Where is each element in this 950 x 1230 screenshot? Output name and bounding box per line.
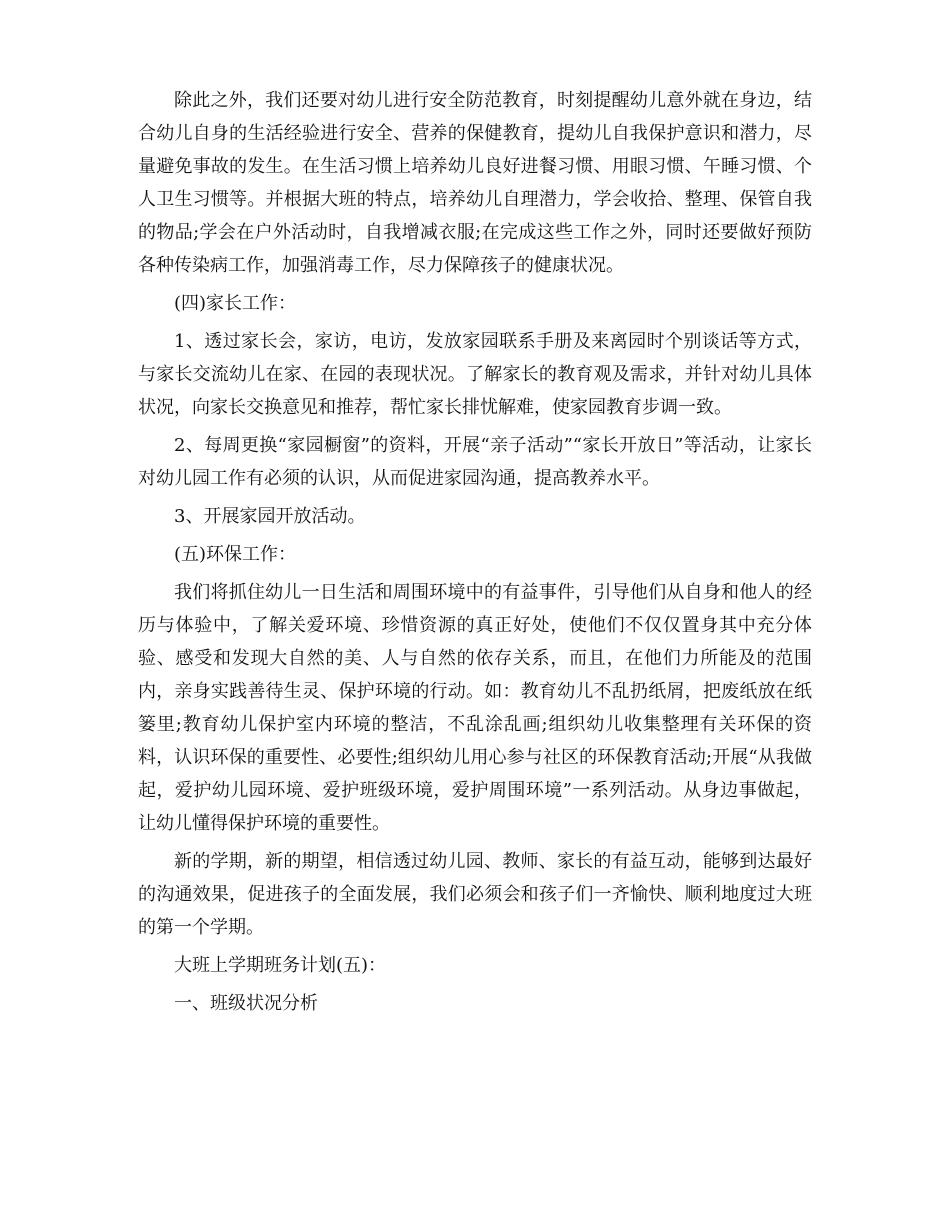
paragraph-parent-work-2: 2、每周更换“家园橱窗”的资料，开展“亲子活动”“家长开放日”等活动，让家长对幼儿园工作有必须的认识，从而促进家园沟通，提高教养水平。 bbox=[138, 435, 812, 489]
document-body bbox=[138, 84, 812, 1025]
section-heading-class-analysis: 一、班级状况分析 bbox=[174, 993, 318, 1014]
paragraph-parent-work-1: 1、透过家长会，家访，电访，发放家园联系手册及来离园时个别谈话等方式，与家长交流幼儿在家、在园的表现状况。了解家长的教育观及需求，并针对幼儿具体状况，向家长交换意见和推荐，帮忙家长排忧解难，使家园教育步调一致。 bbox=[138, 331, 812, 418]
paragraph-new-semester: 新的学期，新的期望，相信透过幼儿园、教师、家长的有益互动，能够到达最好的沟通效果，促进孩子的全面发展，我们必须会和孩子们一齐愉快、顺利地度过大班的第一个学期。 bbox=[138, 851, 812, 938]
paragraph-environmental-work: 我们将抓住幼儿一日生活和周围环境中的有益事件，引导他们从自身和他人的经历与体验中，了解关爱环境、珍惜资源的真正好处，使他们不仅仅置身其中充分体验、感受和发现大自然的美、人与自然的依存关系，而且，在他们力所能及的范围内，亲身实践善待生灵、保护环境的行动。如：教育幼儿不乱扔纸屑，把废纸放在纸篓里;教育幼儿保护室内环境的整洁，不乱涂乱画;组织幼儿收集整理有关环保的资料，认识环保的重要性、必要性;组织幼儿用心参与社区的环保教育活动;开展“从我做起，爱护幼儿园环境、爱护班级环境，爱护周围环境”一系列活动。从身边事做起，让幼儿懂得保护环境的重要性。 bbox=[138, 582, 812, 834]
section-heading-environmental-work: (五)环保工作： bbox=[174, 544, 297, 565]
section-heading-parent-work: (四)家长工作： bbox=[174, 293, 297, 314]
paragraph-safety-education: 除此之外，我们还要对幼儿进行安全防范教育，时刻提醒幼儿意外就在身边，结合幼儿自身的生活经验进行安全、营养的保健教育，提幼儿自我保护意识和潜力，尽量避免事故的发生。在生活习惯上培养幼儿良好进餐习惯、用眼习惯、午睡习惯、个人卫生习惯等。并根据大班的特点，培养幼儿自理潜力，学会收拾、整理、保管自我的物品;学会在户外活动时，自我增减衣服;在完成这些工作之外，同时还要做好预防各种传染病工作，加强消毒工作，尽力保障孩子的健康状况。 bbox=[138, 90, 812, 276]
section-heading-plan-five: 大班上学期班务计划(五)： bbox=[174, 955, 387, 976]
paragraph-parent-work-3: 3、开展家园开放活动。 bbox=[174, 506, 366, 527]
